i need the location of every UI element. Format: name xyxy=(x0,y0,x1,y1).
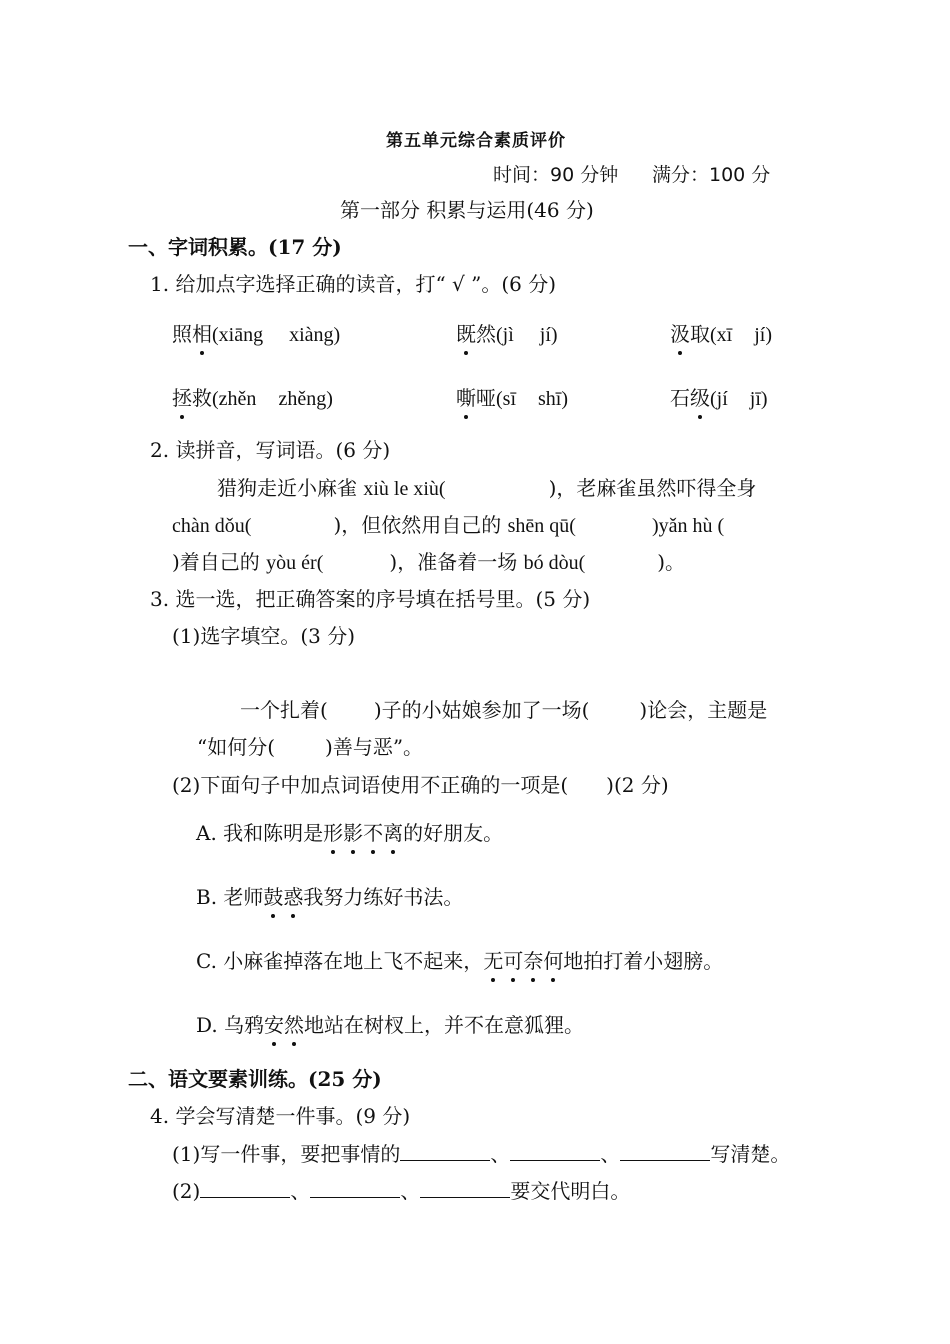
q2-pinyin-4: )yǎn hù ( xyxy=(651,515,725,537)
dotted-char: 然 xyxy=(284,1013,305,1037)
dotted-char: 影 xyxy=(343,821,364,845)
q1-item-3-option-1: xī xyxy=(716,324,733,346)
q2-text: 猎狗走近小麻雀 xyxy=(217,476,364,500)
option-text: A. 我和陈明是 xyxy=(196,821,324,845)
exam-full-score: 满分：100 分 xyxy=(652,164,771,186)
q1-item-6: 石级(jí jī) xyxy=(670,386,768,410)
option-a-dotted-word xyxy=(323,821,403,845)
option-text: D. 乌鸦 xyxy=(196,1013,265,1037)
answer-blank[interactable] xyxy=(310,1179,400,1198)
q1-item-4: 拯救(zhěn zhěng) xyxy=(172,386,333,410)
dotted-char: 奈 xyxy=(523,949,544,973)
q3-text: )子的小姑娘参加了一场( xyxy=(373,698,590,722)
part-one-title: 第一部分 积累与运用(46 分) xyxy=(340,198,594,222)
q1-item-5: 嘶哑(sī shī) xyxy=(456,386,569,410)
q1-item-2-char: 然 xyxy=(476,322,496,346)
q3-option-a xyxy=(196,821,503,845)
answer-blank[interactable] xyxy=(420,1179,510,1198)
q3-text: )善与恶”。 xyxy=(325,735,424,759)
option-c-dotted-word xyxy=(483,949,563,973)
question-1-stem: 1. 给加点字选择正确的读音，打“ √ ”。(6 分) xyxy=(150,272,557,296)
section-two-heading: 二、语文要素训练。(25 分) xyxy=(128,1067,382,1091)
q2-pinyin-1: xiù le xiù xyxy=(363,478,439,500)
q3-sub-1: (1)选字填空。(3 分) xyxy=(172,624,356,648)
q2-paren: ( xyxy=(316,552,324,574)
q1-item-3-char: 取 xyxy=(690,322,710,346)
exam-time: 时间：90 分钟 xyxy=(493,164,619,186)
q2-paren: ( xyxy=(578,552,586,574)
q2-text: )，但依然用自己的 xyxy=(333,513,508,537)
question-2-stem: 2. 读拼音，写词语。(6 分) xyxy=(150,438,391,462)
q2-text: )。 xyxy=(657,550,686,574)
q2-pinyin-5: yòu ér xyxy=(266,552,317,574)
q4-sep: 、 xyxy=(290,1179,311,1203)
q1-item-4-char: 救 xyxy=(192,386,212,410)
q1-item-2-option-2: jí xyxy=(539,324,551,346)
q3-text: “如何分( xyxy=(197,735,276,759)
q1-item-6-option-1: jí xyxy=(716,388,728,410)
q1-item-2-dotted-char: 既 xyxy=(456,322,476,346)
q1-item-1: 照相(xiāng xiàng) xyxy=(172,322,341,346)
q1-item-3: 汲取(xī jí) xyxy=(670,322,773,346)
option-text: C. 小麻雀掉落在地上飞不起来， xyxy=(196,949,484,973)
dotted-char: 安 xyxy=(264,1013,285,1037)
q1-item-5-option-2: shī xyxy=(538,388,562,410)
answer-blank[interactable] xyxy=(400,1142,490,1161)
page-title: 第五单元综合素质评价 xyxy=(386,131,566,151)
q1-item-3-option-2: jí xyxy=(754,324,766,346)
dotted-char: 可 xyxy=(503,949,524,973)
q4-text: (1)写一件事，要把事情的 xyxy=(172,1142,401,1166)
q1-item-2-option-1: jì xyxy=(502,324,514,346)
q4-line-2 xyxy=(172,1179,630,1203)
q2-paren: ( xyxy=(244,515,252,537)
q2-line-2 xyxy=(172,513,724,538)
dotted-char: 无 xyxy=(483,949,504,973)
question-3-stem: 3. 选一选，把正确答案的序号填在括号里。(5 分) xyxy=(150,587,591,611)
q2-text: )着自己的 xyxy=(172,550,267,574)
q2-paren: ( xyxy=(438,478,446,500)
q4-sep: 、 xyxy=(400,1179,421,1203)
option-d-dotted-word xyxy=(264,1013,304,1037)
option-text: B. 老师 xyxy=(196,885,264,909)
q1-item-6-char: 石 xyxy=(670,386,690,410)
q3-text: )论会，主题是 xyxy=(639,698,768,722)
q1-item-1-char: 照 xyxy=(172,322,192,346)
q3-sentence-line-1 xyxy=(240,698,767,722)
q1-item-5-option-1: sī xyxy=(502,388,517,410)
q2-pinyin-3: shēn qū xyxy=(507,515,570,537)
dotted-char: 惑 xyxy=(283,885,304,909)
answer-blank[interactable] xyxy=(200,1179,290,1198)
q2-line-1 xyxy=(217,476,756,501)
q3-text: 一个扎着( xyxy=(240,698,328,722)
q4-sep: 、 xyxy=(490,1142,511,1166)
q1-item-1-dotted-char: 相 xyxy=(192,322,212,346)
q4-text: (2) xyxy=(172,1179,201,1203)
option-text: 地站在树杈上，并不在意狐狸。 xyxy=(304,1013,585,1037)
q3-sentence-line-2 xyxy=(197,735,423,759)
q3-text: (2)下面句子中加点词语使用不正确的一项是( xyxy=(172,773,569,797)
q1-item-5-dotted-char: 嘶 xyxy=(456,386,476,410)
q3-text: )(2 分) xyxy=(606,773,669,797)
q1-item-5-char: 哑 xyxy=(476,386,496,410)
q1-item-6-dotted-char: 级 xyxy=(690,386,710,410)
q3-option-d xyxy=(196,1013,584,1037)
q1-item-4-dotted-char: 拯 xyxy=(172,386,192,410)
q3-option-c xyxy=(196,949,723,973)
q4-line-1 xyxy=(172,1142,790,1166)
q1-item-6-option-2: jī xyxy=(749,388,761,410)
q4-text: 写清楚。 xyxy=(710,1142,791,1166)
q1-item-1-option-1: xiāng xyxy=(218,324,264,346)
q2-pinyin-6: bó dòu xyxy=(523,552,579,574)
q2-paren: ( xyxy=(569,515,576,537)
q1-item-4-option-1: zhěn xyxy=(218,388,257,410)
q3-option-b xyxy=(196,885,463,909)
dotted-char: 离 xyxy=(383,821,404,845)
q1-item-2: 既然(jì jí) xyxy=(456,322,558,346)
q3-sub-2 xyxy=(172,773,669,797)
dotted-char: 形 xyxy=(323,821,344,845)
q1-item-4-option-2: zhěng xyxy=(278,388,327,410)
option-b-dotted-word xyxy=(263,885,303,909)
q2-line-3 xyxy=(172,550,685,575)
q4-sep: 、 xyxy=(600,1142,621,1166)
option-text: 我努力练好书法。 xyxy=(303,885,464,909)
q1-item-3-dotted-char: 汲 xyxy=(670,322,690,346)
section-one-heading: 一、字词积累。(17 分) xyxy=(128,235,342,259)
answer-blank[interactable] xyxy=(510,1142,600,1161)
q2-text: )，准备着一场 xyxy=(389,550,524,574)
q1-item-1-option-2: xiàng xyxy=(289,324,334,346)
option-text: 地拍打着小翅膀。 xyxy=(563,949,724,973)
answer-blank[interactable] xyxy=(620,1142,710,1161)
q4-text: 要交代明白。 xyxy=(510,1179,631,1203)
dotted-char: 何 xyxy=(543,949,564,973)
q2-text: )，老麻雀虽然吓得全身 xyxy=(548,476,757,500)
q2-pinyin-2: chàn dǒu xyxy=(172,515,245,537)
dotted-char: 鼓 xyxy=(263,885,284,909)
dotted-char: 不 xyxy=(363,821,384,845)
option-text: 的好朋友。 xyxy=(403,821,504,845)
question-4-stem: 4. 学会写清楚一件事。(9 分) xyxy=(150,1104,411,1128)
